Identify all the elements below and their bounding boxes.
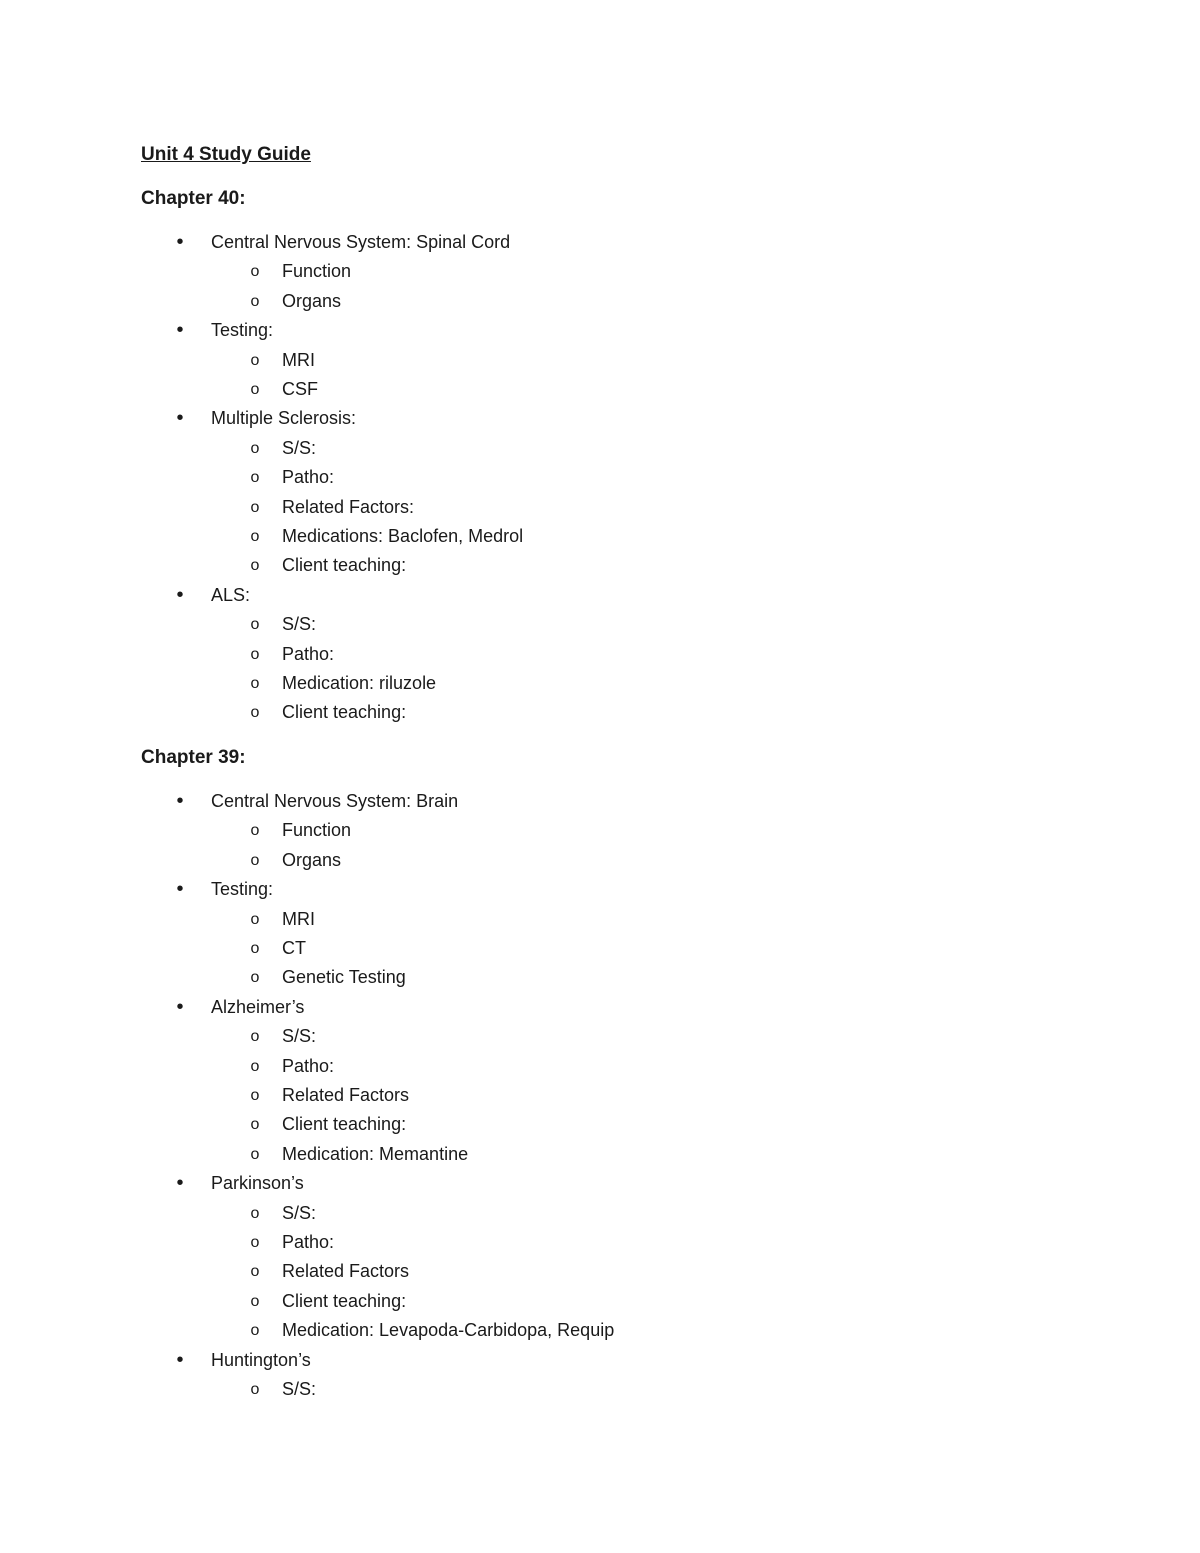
sub-bullet-icon: o [250,352,260,369]
sub-bullet-text: Organs [282,291,342,311]
bullet-icon: • [176,584,184,606]
sub-bullet-icon: o [250,469,260,486]
sub-bullet-icon: o [250,1381,260,1398]
sub-bullet-icon: o [250,1028,260,1045]
sub-bullet-text: Client teaching: [282,702,407,722]
bullet-text: Alzheimer’s [211,997,305,1017]
sub-bullet-icon: o [250,293,260,310]
sub-bullet-icon: o [250,704,260,721]
sub-bullet-icon: o [250,528,260,545]
sub-bullet-icon: o [250,1116,260,1133]
sub-bullet-text: Related Factors [282,1261,410,1281]
sub-bullet-icon: o [250,440,260,457]
bullet-icon: • [176,790,184,812]
sub-bullet-text: Client teaching: [282,1291,407,1311]
sub-bullet-text: Medication: Memantine [282,1144,469,1164]
sub-bullet-icon: o [250,852,260,869]
sub-bullet-icon: o [250,675,260,692]
sub-bullet-icon: o [250,940,260,957]
bullet-text: Testing: [211,320,274,340]
bullet-icon: • [176,231,184,253]
sub-bullet-icon: o [250,1058,260,1075]
sub-bullet-text: Patho: [282,467,335,487]
sub-bullet-text: Client teaching: [282,555,407,575]
sub-bullet-text: Medication: Levapoda-Carbidopa, Requip [282,1320,615,1340]
sub-bullet-icon: o [250,911,260,928]
bullet-icon: • [176,1349,184,1371]
sub-bullet-icon: o [250,646,260,663]
sub-bullet-icon: o [250,1234,260,1251]
sub-bullet-text: Related Factors [282,1085,410,1105]
document-title: Unit 4 Study Guide [141,144,311,165]
sub-bullet-text: Genetic Testing [282,967,406,987]
bullet-text: Huntington’s [211,1350,311,1370]
bullet-icon: • [176,878,184,900]
sub-bullet-text: S/S: [282,1203,317,1223]
sub-bullet-icon: o [250,381,260,398]
sub-bullet-text: Medications: Baclofen, Medrol [282,526,524,546]
sub-bullet-text: Client teaching: [282,1114,407,1134]
bullet-icon: • [176,996,184,1018]
sub-bullet-icon: o [250,1205,260,1222]
sub-bullet-text: Medication: riluzole [282,673,437,693]
bullet-text: Parkinson’s [211,1173,304,1193]
sub-bullet-icon: o [250,616,260,633]
sub-bullet-text: CT [282,938,306,958]
sub-bullet-icon: o [250,1293,260,1310]
sub-bullet-text: Related Factors: [282,497,415,517]
sub-bullet-text: Function [282,261,352,281]
bullet-text: Multiple Sclerosis: [211,408,357,428]
bullet-text: Testing: [211,879,274,899]
bullet-text: Central Nervous System: Brain [211,791,459,811]
chapter-heading: Chapter 39: [141,747,246,768]
bullet-icon: • [176,1172,184,1194]
bullet-text: Central Nervous System: Spinal Cord [211,232,511,252]
sub-bullet-icon: o [250,1322,260,1339]
bullet-icon: • [176,319,184,341]
sub-bullet-text: Patho: [282,1056,335,1076]
sub-bullet-icon: o [250,969,260,986]
bullet-text: ALS: [211,585,251,605]
sub-bullet-icon: o [250,557,260,574]
sub-bullet-text: Patho: [282,1232,335,1252]
sub-bullet-text: S/S: [282,1026,317,1046]
sub-bullet-icon: o [250,1263,260,1280]
sub-bullet-text: Organs [282,850,342,870]
sub-bullet-text: Patho: [282,644,335,664]
sub-bullet-icon: o [250,1146,260,1163]
sub-bullet-icon: o [250,263,260,280]
sub-bullet-text: S/S: [282,438,317,458]
sub-bullet-text: CSF [282,379,318,399]
sub-bullet-icon: o [250,1087,260,1104]
sub-bullet-text: MRI [282,350,315,370]
sub-bullet-icon: o [250,822,260,839]
chapter-heading: Chapter 40: [141,188,246,209]
sub-bullet-icon: o [250,499,260,516]
sub-bullet-text: MRI [282,909,315,929]
bullet-icon: • [176,407,184,429]
sub-bullet-text: S/S: [282,1379,317,1399]
sub-bullet-text: Function [282,820,352,840]
sub-bullet-text: S/S: [282,614,317,634]
